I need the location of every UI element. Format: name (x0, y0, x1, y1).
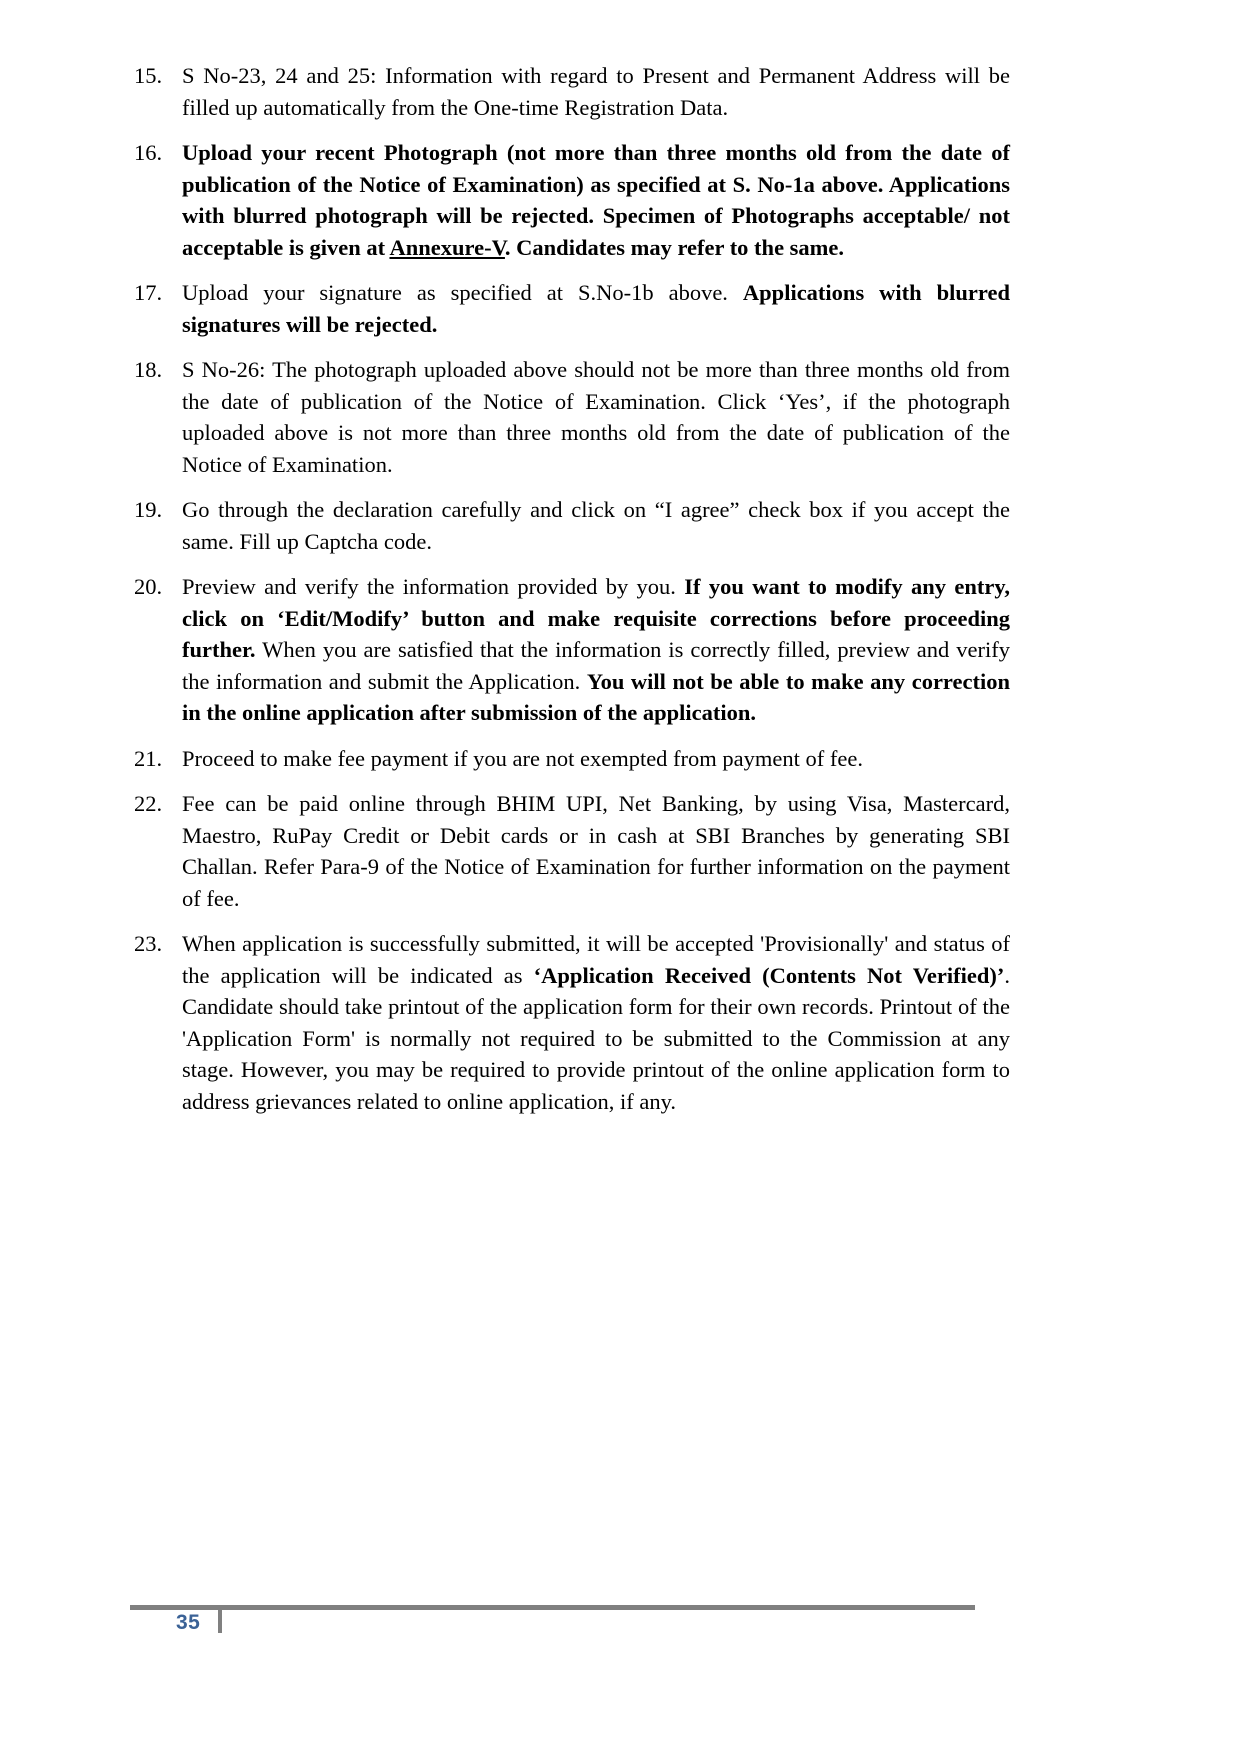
list-item-number: 20. (134, 574, 163, 599)
body-text: When you are satisfied that the information is correctly filled, preview and verify the information and submit the Application. (182, 637, 1010, 694)
list-item (130, 494, 1010, 557)
list-item (130, 60, 1010, 123)
annexure-reference: Annexure-V (389, 234, 505, 260)
page-number: 35 (176, 1611, 201, 1634)
list-item (130, 743, 1010, 775)
instructions-list (130, 60, 1010, 1117)
list-item (130, 277, 1010, 340)
body-text: Proceed to make fee payment if you are not exempted from payment of fee. (182, 745, 863, 771)
list-item-text (182, 928, 1010, 1117)
list-item-text (182, 354, 1010, 480)
list-item (130, 788, 1010, 914)
body-text: Preview and verify the information provided by you. (182, 574, 685, 599)
list-item (130, 928, 1010, 1117)
footer-tick-mark (218, 1605, 222, 1633)
body-text: Upload your signature as specified at S.No-1b above. (182, 280, 743, 305)
body-text: S No-26: The photograph uploaded above should not be more than three months old from the date of publication of the Notice of Examination. Click ‘Yes’, if the photograph uploaded above is not more than three months old from the date of publication of the Notice of Examination. (182, 357, 1010, 477)
list-item (130, 137, 1010, 263)
body-text: Fee can be paid online through BHIM UPI, Net Banking, by using Visa, Mastercard, Maestro, RuPay Credit or Debit cards or in cash at SBI Branches by generating SBI Challan. Refer Para-9 of the Notice of Examination for further information on the payment of fee. (182, 791, 1010, 911)
list-item-number: 16. (134, 140, 163, 165)
list-item-number: 22. (134, 791, 163, 816)
list-item (130, 571, 1010, 729)
list-item-text (182, 60, 1010, 123)
list-item-text (182, 137, 1010, 263)
page-footer (0, 1605, 1240, 1665)
list-item (130, 354, 1010, 480)
list-item-number: 23. (134, 931, 163, 956)
emphasis-text: Applications with blurred signatures will be rejected. (182, 280, 1010, 337)
emphasis-text: . Candidates may refer to the same. (504, 234, 845, 260)
emphasis-text: ‘Application Received (Contents Not Verified)’ (533, 962, 1005, 988)
emphasis-text: Upload your recent Photograph (not more than three months old from the date of publication of the Notice of Examination) as specified at S. No-1a above. Applications with blurred photograph will be rejected. Specimen of Photographs acceptable/ not acceptable is given at (182, 140, 1010, 260)
body-text: When application is successfully submitted, it will be accepted 'Provisionally' and status of the application will be indicated as (182, 931, 1010, 988)
emphasis-text: You will not be able to make any correction in the online application after submission of the application. (182, 668, 1010, 725)
body-text: Go through the declaration carefully and click on “I agree” check box if you accept the same. Fill up Captcha code. (182, 497, 1010, 554)
list-item-text (182, 277, 1010, 340)
list-item-number: 18. (134, 357, 163, 382)
list-item-number: 15. (134, 63, 163, 88)
list-item-number: 17. (134, 280, 163, 305)
list-item-text (182, 494, 1010, 557)
list-item-text (182, 571, 1010, 729)
footer-divider (130, 1605, 975, 1610)
body-text: S No-23, 24 and 25: Information with regard to Present and Permanent Address will be filled up automatically from the One-time Registration Data. (182, 63, 1010, 120)
list-item-number: 19. (134, 497, 163, 522)
emphasis-text: If you want to modify any entry, click on ‘Edit/Modify’ button and make requisite corrections before proceeding further. (182, 574, 1010, 662)
list-item-text (182, 743, 1010, 775)
list-item-text (182, 788, 1010, 914)
body-text: . Candidate should take printout of the application form for their own records. Printout of the 'Application Form' is normally not required to be submitted to the Commission at any stage. However, you may be required to provide printout of the online application form to address grievances related to online application, if any. (182, 962, 1010, 1114)
list-item-number: 21. (134, 745, 163, 771)
